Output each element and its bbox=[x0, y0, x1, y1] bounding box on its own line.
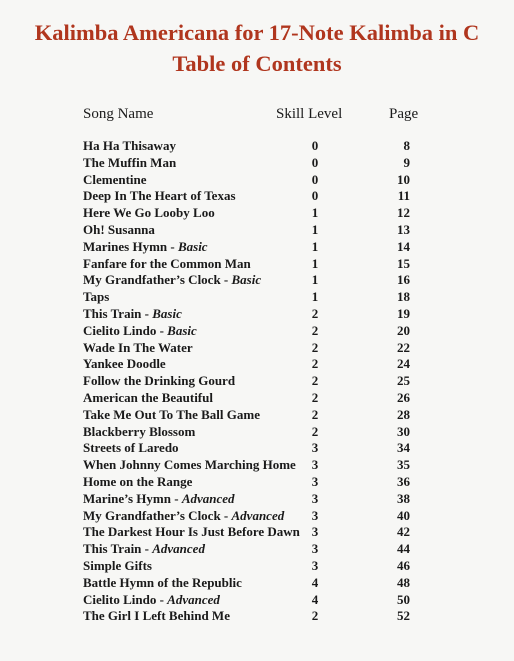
toc-row bbox=[0, 188, 514, 205]
song-name bbox=[83, 356, 166, 373]
toc-row bbox=[0, 608, 514, 625]
page-number: 34 bbox=[397, 440, 410, 456]
toc-row bbox=[0, 390, 514, 407]
song-name bbox=[83, 155, 176, 172]
song-name bbox=[83, 172, 147, 189]
skill-level: 0 bbox=[311, 154, 319, 170]
toc-row bbox=[0, 575, 514, 592]
song-name bbox=[83, 205, 215, 222]
skill-level: 0 bbox=[311, 138, 319, 153]
song-name bbox=[83, 272, 261, 289]
page-number: 13 bbox=[397, 221, 410, 237]
song-name bbox=[83, 373, 235, 390]
toc-row bbox=[0, 474, 514, 491]
song-title: Wade In The Water bbox=[83, 339, 193, 355]
toc-row bbox=[0, 205, 514, 222]
song-title: Clementine bbox=[83, 171, 147, 187]
toc-row bbox=[0, 440, 514, 457]
skill-level: 3 bbox=[311, 440, 319, 456]
page-number: 26 bbox=[397, 389, 410, 405]
song-title: This Train - bbox=[83, 305, 153, 321]
toc-row bbox=[0, 508, 514, 525]
page-number: 28 bbox=[397, 406, 410, 422]
skill-level: 3 bbox=[311, 507, 319, 523]
song-name bbox=[83, 424, 195, 441]
song-name bbox=[83, 592, 220, 609]
song-name bbox=[83, 491, 235, 508]
page-number: 44 bbox=[397, 541, 410, 557]
skill-level: 1 bbox=[311, 255, 319, 271]
song-name bbox=[83, 289, 109, 306]
song-title: Simple Gifts bbox=[83, 557, 152, 573]
page-number: 35 bbox=[397, 457, 410, 473]
song-title: Here We Go Looby Loo bbox=[83, 205, 215, 221]
toc-row bbox=[0, 172, 514, 189]
toc-row bbox=[0, 558, 514, 575]
page-number: 36 bbox=[397, 473, 410, 489]
song-name bbox=[83, 558, 152, 575]
song-title: Home on the Range bbox=[83, 473, 193, 489]
page-number: 22 bbox=[397, 339, 410, 355]
skill-level: 3 bbox=[311, 524, 319, 540]
page-number: 52 bbox=[397, 608, 410, 624]
page-number: 15 bbox=[397, 255, 410, 271]
song-name bbox=[83, 457, 296, 474]
song-name bbox=[83, 188, 236, 205]
song-title: Blackberry Blossom bbox=[83, 423, 196, 439]
toc-row bbox=[0, 239, 514, 256]
page-number: 24 bbox=[397, 356, 410, 372]
song-title: Oh! Susanna bbox=[83, 221, 155, 237]
song-title: Marines Hymn - bbox=[83, 238, 178, 254]
song-title: My Grandfather’s Clock - bbox=[83, 507, 232, 523]
page-number: 25 bbox=[397, 373, 410, 389]
toc-row bbox=[0, 155, 514, 172]
song-variant: Basic bbox=[177, 238, 208, 254]
skill-level: 0 bbox=[311, 171, 319, 187]
song-name bbox=[83, 608, 230, 625]
song-name bbox=[83, 340, 193, 357]
toc-row bbox=[0, 138, 514, 155]
skill-level: 1 bbox=[311, 238, 319, 254]
skill-level: 2 bbox=[311, 305, 319, 321]
skill-level: 1 bbox=[311, 205, 319, 221]
column-header-page: Page bbox=[389, 106, 419, 122]
song-name bbox=[83, 306, 182, 323]
song-name bbox=[83, 390, 213, 407]
toc-row bbox=[0, 491, 514, 508]
page-number: 38 bbox=[397, 490, 410, 506]
song-name bbox=[83, 440, 179, 457]
song-title: Follow the Drinking Gourd bbox=[83, 373, 236, 389]
song-name bbox=[83, 474, 192, 491]
skill-level: 0 bbox=[311, 188, 319, 204]
song-title: Yankee Doodle bbox=[83, 356, 166, 372]
page-number: 18 bbox=[397, 289, 410, 305]
toc-row bbox=[0, 356, 514, 373]
song-title: The Girl I Left Behind Me bbox=[83, 608, 230, 624]
song-name bbox=[83, 524, 300, 541]
skill-level: 3 bbox=[311, 557, 319, 573]
song-title: Cielito Lindo - bbox=[83, 322, 168, 338]
toc-row bbox=[0, 373, 514, 390]
skill-level: 3 bbox=[311, 473, 319, 489]
skill-level: 1 bbox=[311, 272, 319, 288]
skill-level: 1 bbox=[311, 221, 319, 237]
toc-row bbox=[0, 256, 514, 273]
skill-level: 2 bbox=[311, 356, 319, 372]
skill-level: 4 bbox=[311, 591, 319, 607]
song-variant: Basic bbox=[152, 305, 182, 321]
song-variant: Advanced bbox=[152, 541, 205, 557]
toc-row bbox=[0, 457, 514, 474]
song-title: The Muffin Man bbox=[83, 154, 177, 170]
page-number: 19 bbox=[397, 305, 410, 321]
skill-level: 2 bbox=[311, 339, 319, 355]
skill-level: 2 bbox=[311, 423, 319, 439]
toc-row bbox=[0, 424, 514, 441]
song-title: Ha Ha Thisaway bbox=[83, 138, 176, 153]
toc-row bbox=[0, 289, 514, 306]
skill-level: 3 bbox=[311, 490, 319, 506]
toc-row bbox=[0, 340, 514, 357]
toc-row bbox=[0, 407, 514, 424]
toc-row bbox=[0, 592, 514, 609]
page-number: 30 bbox=[397, 423, 410, 439]
song-title: Taps bbox=[83, 289, 110, 305]
song-title: The Darkest Hour Is Just Before Dawn bbox=[83, 524, 300, 540]
toc-row bbox=[0, 306, 514, 323]
song-title: Streets of Laredo bbox=[83, 440, 179, 456]
song-title: My Grandfather’s Clock - bbox=[83, 272, 232, 288]
skill-level: 2 bbox=[311, 373, 319, 389]
skill-level: 4 bbox=[311, 574, 319, 590]
song-name bbox=[83, 239, 208, 256]
skill-level: 3 bbox=[311, 541, 319, 557]
page-number: 50 bbox=[397, 591, 410, 607]
page-number: 8 bbox=[403, 138, 410, 153]
song-name bbox=[83, 138, 176, 155]
song-name bbox=[83, 256, 251, 273]
toc-list bbox=[0, 138, 514, 625]
song-variant: Advanced bbox=[167, 591, 220, 607]
song-variant: Advanced bbox=[231, 507, 285, 523]
page-number: 48 bbox=[397, 574, 410, 590]
document-subtitle: Table of Contents bbox=[172, 51, 342, 76]
page-number: 10 bbox=[397, 171, 410, 187]
page-number: 16 bbox=[397, 272, 410, 288]
song-name bbox=[83, 575, 242, 592]
song-title: This Train - bbox=[83, 541, 153, 557]
skill-level: 2 bbox=[311, 608, 319, 624]
song-title: Cielito Lindo - bbox=[83, 591, 168, 607]
song-variant: Basic bbox=[167, 322, 197, 338]
song-title: Battle Hymn of the Republic bbox=[83, 574, 242, 590]
song-name bbox=[83, 508, 284, 525]
toc-row bbox=[0, 272, 514, 289]
toc-row bbox=[0, 524, 514, 541]
toc-row bbox=[0, 541, 514, 558]
skill-level: 3 bbox=[311, 457, 319, 473]
toc-row bbox=[0, 323, 514, 340]
page-number: 40 bbox=[397, 507, 410, 523]
page-number: 9 bbox=[403, 154, 410, 170]
song-variant: Basic bbox=[231, 272, 262, 288]
page-number: 12 bbox=[397, 205, 410, 221]
document-title: Kalimba Americana for 17-Note Kalimba in C bbox=[34, 20, 480, 45]
song-name bbox=[83, 323, 197, 340]
page-number: 20 bbox=[397, 322, 410, 338]
song-name bbox=[83, 541, 205, 558]
page-number: 11 bbox=[397, 188, 410, 204]
song-title: American the Beautiful bbox=[83, 389, 213, 405]
song-title: Take Me Out To The Ball Game bbox=[83, 406, 260, 422]
page-number: 14 bbox=[397, 238, 410, 254]
skill-level: 2 bbox=[311, 389, 319, 405]
song-name bbox=[83, 407, 260, 424]
column-header-song-name: Song Name bbox=[83, 106, 154, 122]
song-name bbox=[83, 222, 155, 239]
skill-level: 1 bbox=[311, 289, 319, 305]
song-title: Deep In The Heart of Texas bbox=[83, 188, 236, 204]
column-header-skill-level: Skill Level bbox=[276, 106, 343, 122]
page-number: 42 bbox=[397, 524, 410, 540]
song-title: Fanfare for the Common Man bbox=[83, 255, 251, 271]
skill-level: 2 bbox=[311, 322, 319, 338]
song-title: When Johnny Comes Marching Home bbox=[83, 457, 296, 473]
toc-row bbox=[0, 222, 514, 239]
page-number: 46 bbox=[397, 557, 410, 573]
skill-level: 2 bbox=[311, 406, 319, 422]
song-title: Marine’s Hymn - bbox=[83, 490, 182, 506]
song-variant: Advanced bbox=[181, 490, 235, 506]
